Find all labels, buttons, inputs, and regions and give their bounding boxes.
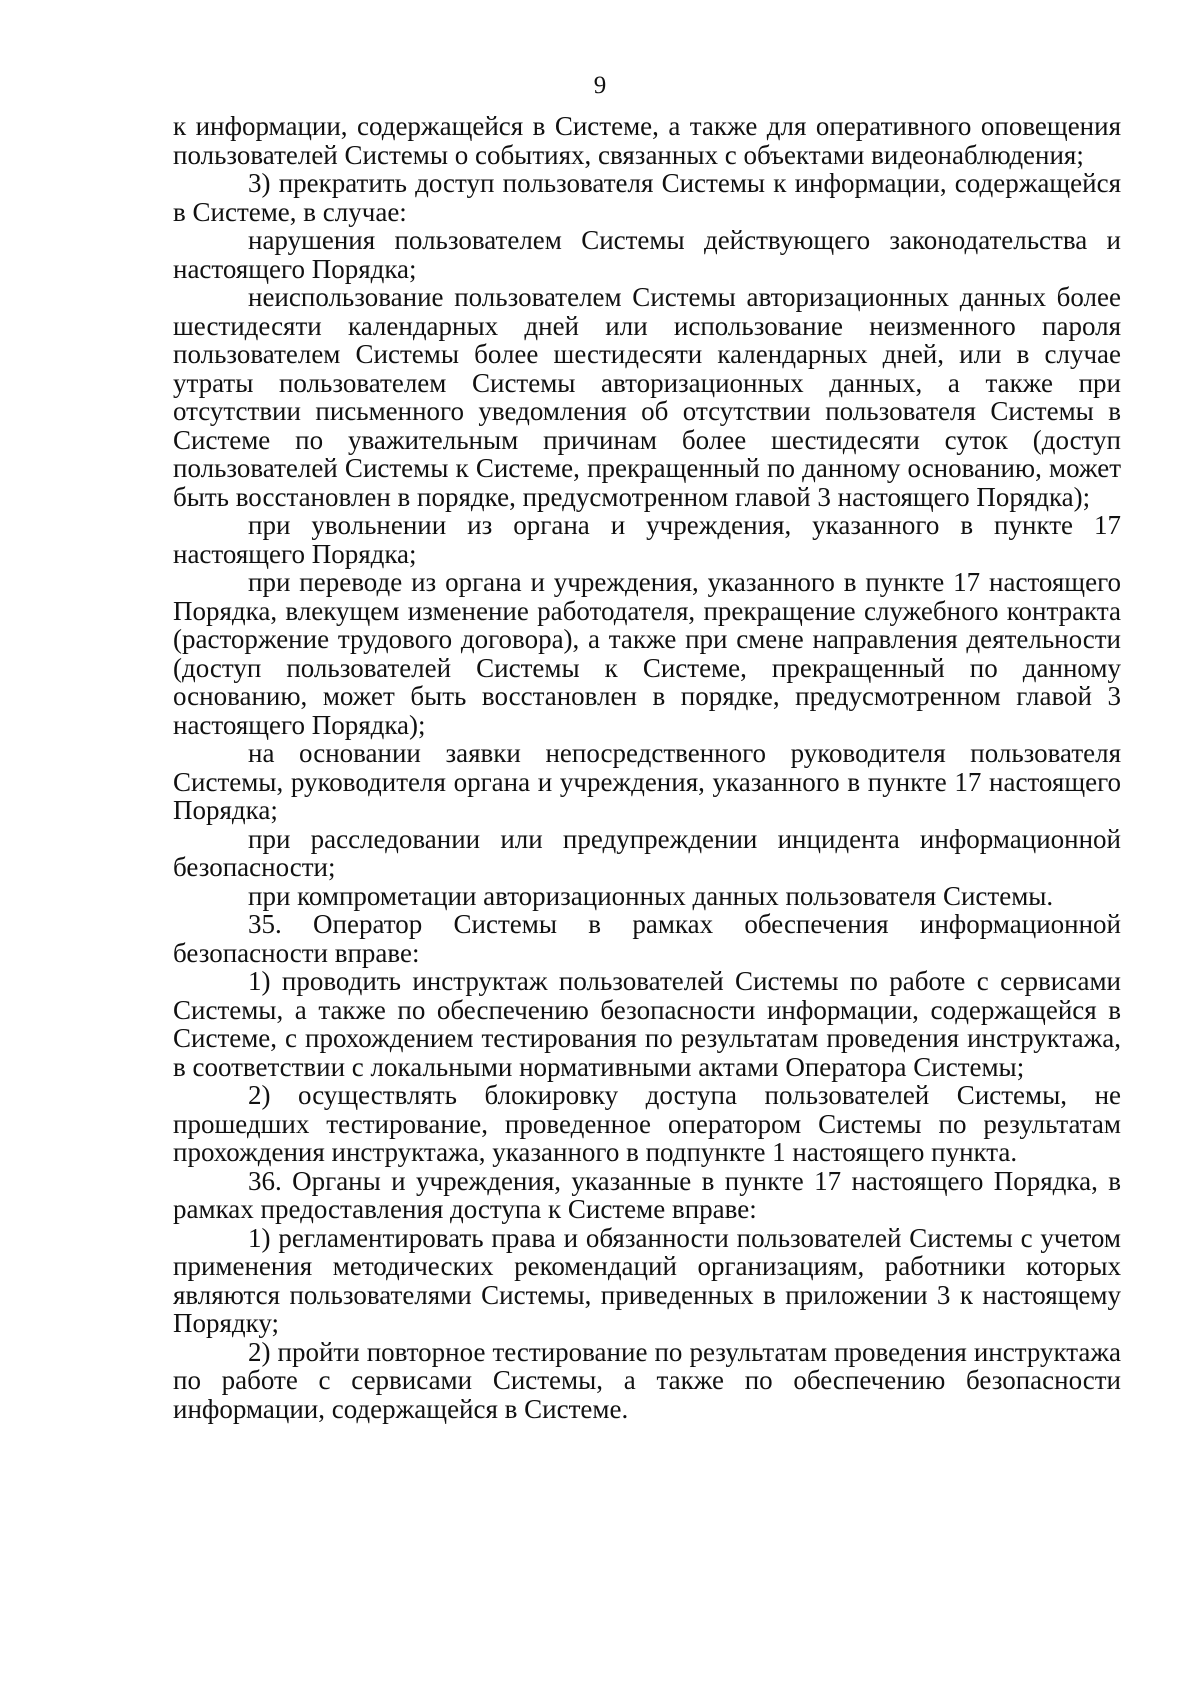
paragraph-continuation: к информации, содержащейся в Системе, а также для оперативного оповещения пользователей Системы о событиях, связанных с объектами видеонаблюдения; <box>173 111 1121 170</box>
paragraph-manager-request: на основании заявки непосредственного руководителя пользователя Системы, руководителя органа и учреждения, указанного в пункте 17 настоящего Порядка; <box>173 738 1121 825</box>
page-number: 9 <box>593 72 607 99</box>
paragraph-incident-investigation: при расследовании или предупреждении инцидента информационной безопасности; <box>173 823 1121 882</box>
document-body <box>173 112 1121 1423</box>
paragraph-violation: нарушения пользователем Системы действующего законодательства и настоящего Порядка; <box>173 225 1121 284</box>
paragraph-item-3-terminate-access: 3) прекратить доступ пользователя Системы к информации, содержащейся в Системе, в случае: <box>173 168 1121 227</box>
paragraph-clause-36: 36. Органы и учреждения, указанные в пункте 17 настоящего Порядка, в рамках предоставления доступа к Системе вправе: <box>173 1165 1121 1224</box>
paragraph-clause-35-item-1: 1) проводить инструктаж пользователей Системы по работе с сервисами Системы, а также по обеспечению безопасности информации, содержащейся в Системе, с прохождением тестирования по результатам проведения инструктажа, в соответствии с локальными нормативными актами Оператора Системы; <box>173 966 1121 1082</box>
paragraph-clause-35-item-2: 2) осуществлять блокировку доступа пользователей Системы, не прошедших тестирование, проведенное оператором Системы по результатам прохождения инструктажа, указанного в подпункте 1 настоящего пункта. <box>173 1080 1121 1167</box>
paragraph-credentials-compromise: при компрометации авторизационных данных пользователя Системы. <box>248 880 1054 911</box>
paragraph-dismissal: при увольнении из органа и учреждения, указанного в пункте 17 настоящего Порядка; <box>173 510 1121 569</box>
paragraph-clause-36-item-2: 2) пройти повторное тестирование по результатам проведения инструктажа по работе с сервисами Системы, а также по обеспечению безопасности информации, содержащейся в Системе. <box>173 1336 1121 1424</box>
paragraph-transfer: при переводе из органа и учреждения, указанного в пункте 17 настоящего Порядка, влекущем изменение работодателя, прекращение служебного контракта (расторжение трудового договора), а также при смене направления деятельности (доступ пользователей Системы к Системе, прекращенный по данному основанию, может быть восстановлен в порядке, предусмотренном главой 3 настоящего Порядка); <box>173 567 1121 740</box>
paragraph-clause-36-item-1: 1) регламентировать права и обязанности пользователей Системы с учетом применения методических рекомендаций организациям, работники которых являются пользователями Системы, приведенных в приложении 3 к настоящему Порядку; <box>173 1222 1121 1338</box>
paragraph-clause-35: 35. Оператор Системы в рамках обеспечения информационной безопасности вправе: <box>173 909 1121 968</box>
paragraph-non-use-credentials: неиспользование пользователем Системы авторизационных данных более шестидесяти календарных дней или использование неизменного пароля пользователем Системы более шестидесяти календарных дней, или в случае утраты пользователем Системы авторизационных данных, а также при отсутствии письменного уведомления об отсутствии пользователя Системы в Системе по уважительным причинам более шестидесяти суток (доступ пользователей Системы к Системе, прекращенный по данному основанию, может быть восстановлен в порядке, предусмотренном главой 3 настоящего Порядка); <box>173 282 1121 512</box>
